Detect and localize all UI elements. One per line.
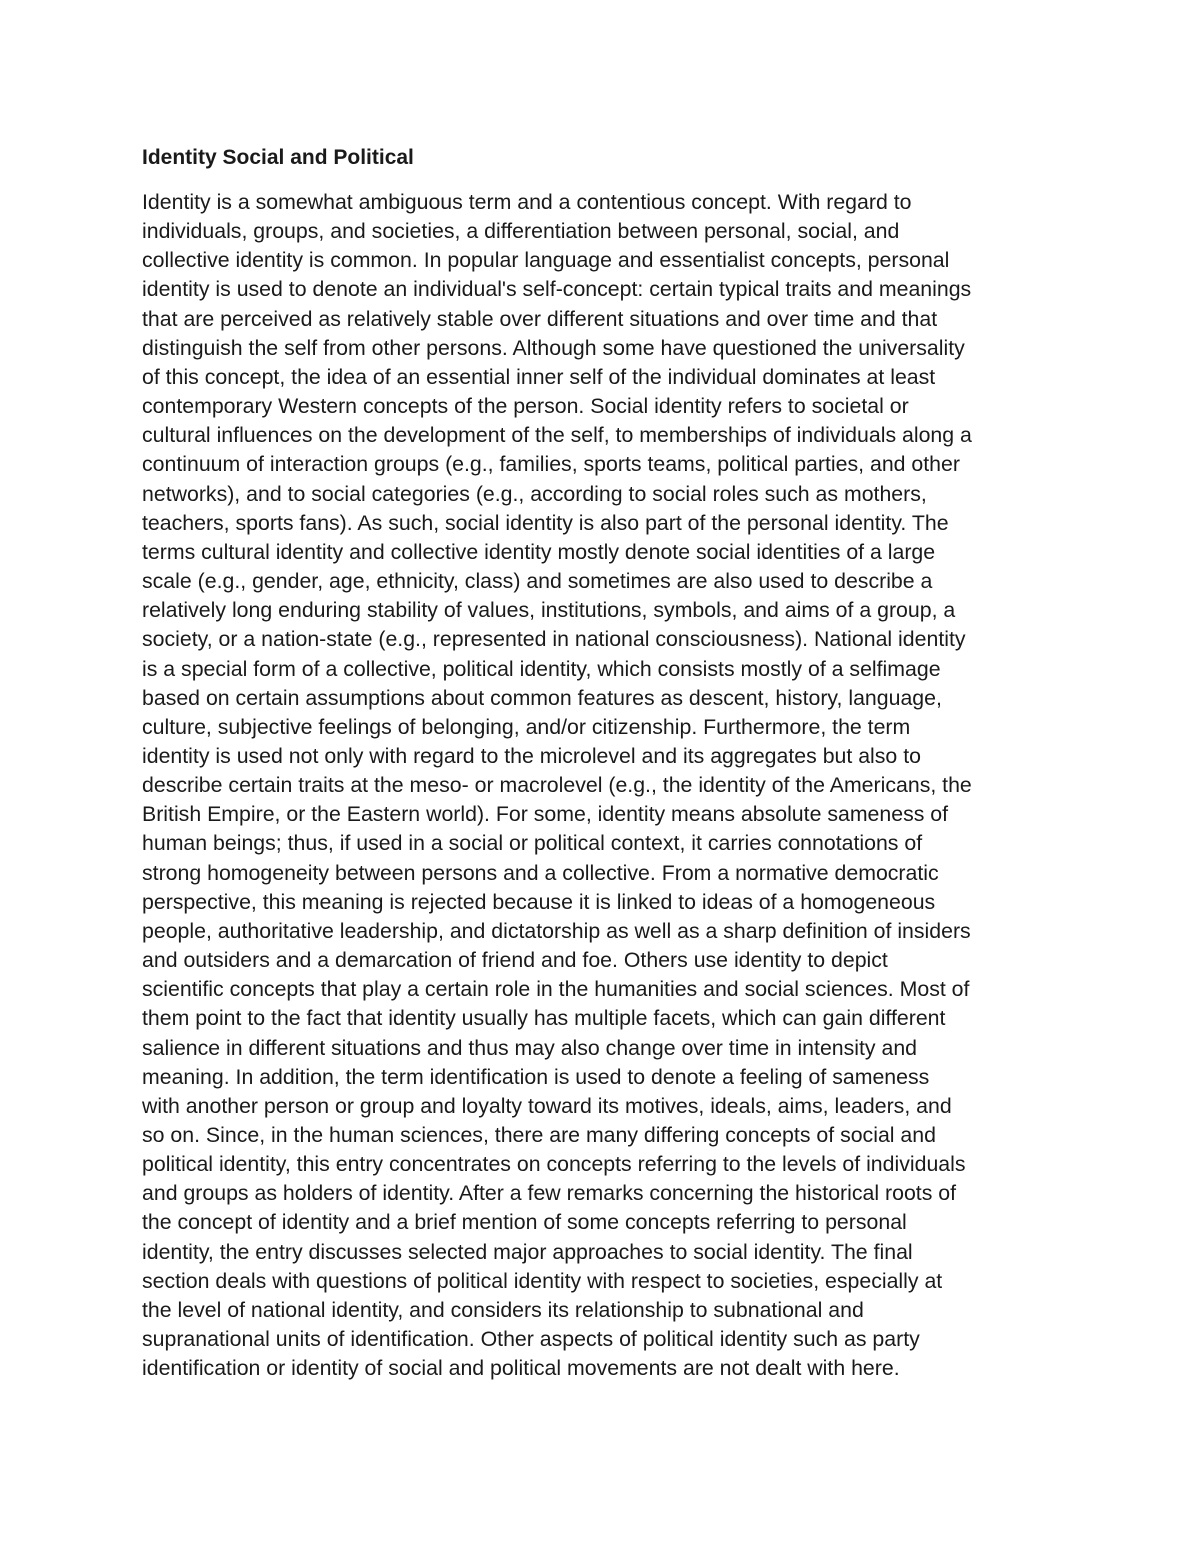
body-line: strong homogeneity between persons and a collective. From a normative democratic xyxy=(142,860,939,885)
body-line: based on certain assumptions about common features as descent, history, language, xyxy=(142,685,942,710)
body-line: contemporary Western concepts of the person. Social identity refers to societal or xyxy=(142,394,909,419)
body-line: collective identity is common. In popular language and essentialist concepts, personal xyxy=(142,248,950,273)
body-line: political identity, this entry concentrates on concepts referring to the levels of individuals xyxy=(142,1152,966,1177)
body-line: scientific concepts that play a certain role in the humanities and social sciences. Most of xyxy=(142,977,970,1002)
body-line: meaning. In addition, the term identification is used to denote a feeling of sameness xyxy=(142,1064,930,1089)
body-line: describe certain traits at the meso- or macrolevel (e.g., the identity of the Americans, the xyxy=(142,773,972,798)
body-line: the concept of identity and a brief mention of some concepts referring to personal xyxy=(142,1210,907,1235)
body-line: scale (e.g., gender, age, ethnicity, class) and sometimes are also used to describe a xyxy=(142,569,933,594)
body-line: section deals with questions of political identity with respect to societies, especially at xyxy=(142,1268,943,1293)
body-line: networks), and to social categories (e.g., according to social roles such as mothers, xyxy=(142,481,927,506)
body-line: salience in different situations and thus may also change over time in intensity and xyxy=(142,1035,918,1060)
body-line: British Empire, or the Eastern world). For some, identity means absolute sameness of xyxy=(142,802,949,827)
body-line: with another person or group and loyalty toward its motives, ideals, aims, leaders, and xyxy=(142,1093,952,1118)
body-line: identity is used not only with regard to the microlevel and its aggregates but also to xyxy=(142,743,921,768)
body-line: relatively long enduring stability of values, institutions, symbols, and aims of a group, a xyxy=(142,598,956,623)
body-line: so on. Since, in the human sciences, there are many differing concepts of social and xyxy=(142,1123,936,1147)
body-line: perspective, this meaning is rejected because it is linked to ideas of a homogeneous xyxy=(142,889,936,914)
body-line: and outsiders and a demarcation of friend and foe. Others use identity to depict xyxy=(142,948,888,973)
body-line: society, or a nation-state (e.g., represented in national consciousness). National identity xyxy=(142,627,966,652)
body-line: supranational units of identification. Other aspects of political identity such as party xyxy=(142,1327,920,1352)
body-line: distinguish the self from other persons. Although some have questioned the universality xyxy=(142,335,965,360)
body-line: them point to the fact that identity usually has multiple facets, which can gain different xyxy=(142,1006,946,1031)
document-body xyxy=(142,188,1082,1383)
body-line: identification or identity of social and political movements are not dealt with here. xyxy=(142,1356,900,1381)
document-title: Identity Social and Political xyxy=(142,146,414,169)
body-line: identity is used to denote an individual's self-concept: certain typical traits and meanings xyxy=(142,277,972,302)
body-line: continuum of interaction groups (e.g., families, sports teams, political parties, and other xyxy=(142,452,960,477)
body-line: the level of national identity, and considers its relationship to subnational and xyxy=(142,1297,864,1322)
body-line: human beings; thus, if used in a social or political context, it carries connotations of xyxy=(142,831,923,856)
body-line: identity, the entry discusses selected major approaches to social identity. The final xyxy=(142,1239,913,1264)
body-line: that are perceived as relatively stable over different situations and over time and that xyxy=(142,306,938,331)
body-line: terms cultural identity and collective identity mostly denote social identities of a large xyxy=(142,539,936,564)
body-line: individuals, groups, and societies, a differentiation between personal, social, and xyxy=(142,219,900,244)
body-line: and groups as holders of identity. After a few remarks concerning the historical roots of xyxy=(142,1181,957,1206)
body-line: culture, subjective feelings of belonging, and/or citizenship. Furthermore, the term xyxy=(142,714,911,739)
body-line: of this concept, the idea of an essential inner self of the individual dominates at least xyxy=(142,364,936,389)
body-line: teachers, sports fans). As such, social identity is also part of the personal identity. The xyxy=(142,510,949,535)
body-line: is a special form of a collective, political identity, which consists mostly of a selfimage xyxy=(142,656,941,681)
body-line: Identity is a somewhat ambiguous term and a contentious concept. With regard to xyxy=(142,190,912,214)
body-line: cultural influences on the development of the self, to memberships of individuals along a xyxy=(142,423,972,448)
body-line: people, authoritative leadership, and dictatorship as well as a sharp definition of insiders xyxy=(142,918,971,943)
